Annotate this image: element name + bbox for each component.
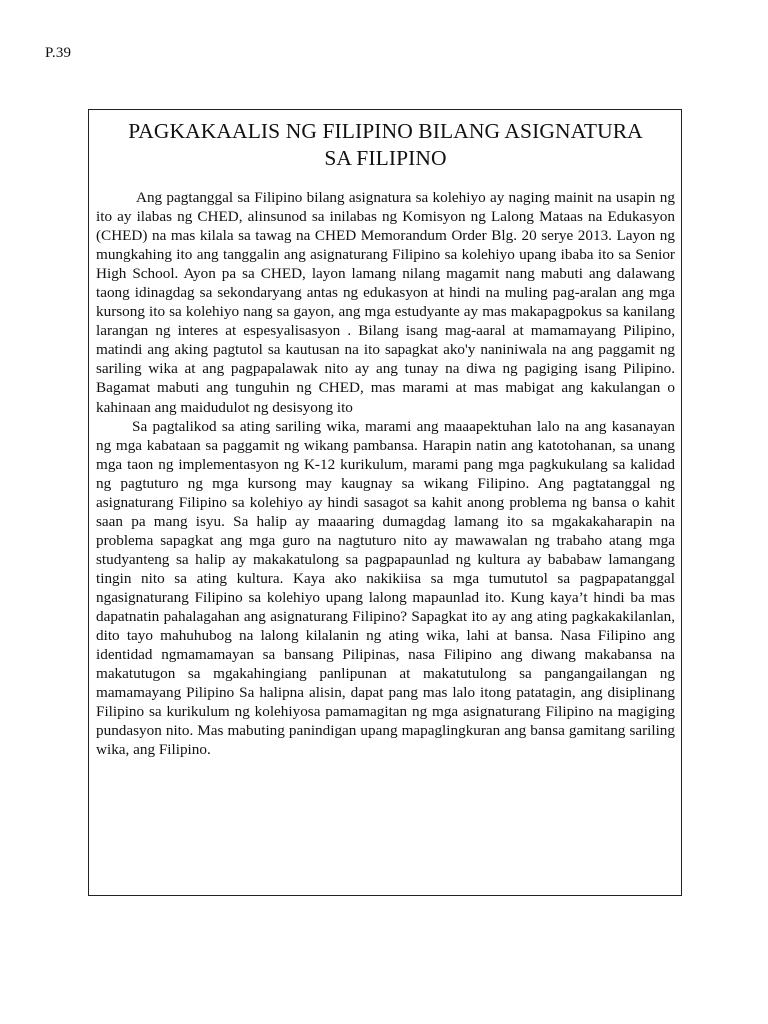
article-title-line-2: SA FILIPINO (324, 146, 447, 170)
article-body (96, 188, 675, 759)
paragraph-1: Ang pagtanggal sa Filipino bilang asignatura sa kolehiyo ay naging mainit na usapin ng ito ay ilabas ng CHED, alinsunod sa inilabas ng Komisyon ng Lalong Mataas na Edukasyon (CHED) na mas kilala sa tawag na CHED Memorandum Order Blg. 20 serye 2013. Layon ng mungkahing ito ang tanggalin ang asignaturang Filipino sa kolehiyo upang ibaba ito sa Senior High School. Ayon pa sa CHED, layon lamang nilang magamit nang mabuti ang dalawang taong idinagdag sa sekondaryang antas ng edukasyon at hindi na muling pag-aralan ang mga kursong ito sa kolehiyo nang sa gayon, ang mga estudyante ay mas makapagpokus sa kanilang larangan ng interes at espesyalisasyon . Bilang isang mag-aaral at mamamayang Pilipino, matindi ang aking pagtutol sa kautusan na ito sapagkat ako'y naniniwala na ang paggamit ng sariling wika at ang pagpapalawak nito ay ang tunay na diwa ng pagiging isang Pilipino. Bagamat mabuti ang tunguhin ng CHED, mas marami at mas mabigat ang kakulangan o kahinaan ang maidudulot ng desisyong ito (96, 189, 675, 416)
article-title-line-1: PAGKAKAALIS NG FILIPINO BILANG ASIGNATURA (128, 119, 643, 143)
page-number: P.39 (45, 45, 72, 61)
article-frame (88, 109, 682, 896)
article-title (96, 118, 675, 172)
paragraph-2: Sa pagtalikod sa ating sariling wika, marami ang maaapektuhan lalo na ang kasanayan ng mga kabataan sa paggamit ng wikang pambansa. Harapin natin ang katotohanan, sa unang mga taon ng implementasyon ng K-12 kurikulum, marami pang mga pagkukulang sa kalidad ng pagtuturo ng mga kursong may kaugnay sa wikang Filipino. Ang pagtatanggal ng asignaturang Filipino sa kolehiyo ay hindi sasagot sa kahit anong problema ng bansa o kahit saan pa mang isyu. Sa halip ay maaaring dumagdag lamang ito sa mgakakaharapin na problema sapagkat ang mga guro na nagtuturo nito ay mawawalan ng trabaho atang mga studyanteng sa halip ay makakatulong sa pagpapaunlad ng kultura ay bababaw lamangang tingin nito sa ating kultura. Kaya ako nakikiisa sa mga tumututol sa pagpapatanggal ngasignaturang Filipino sa kolehiyo upang lalong mapaunlad ito. Kung kaya’t hindi ba mas dapatnatin pahalagahan ang asignaturang Filipino? Sapagkat ito ay ang ating pagkakakilanlan, dito tayo mahuhubog na lalong kilalanin ng ating wika, lahi at bansa. Nasa Filipino ang identidad ngmamamayan sa bansang Pilipinas, nasa Filipino ang diwang makabansa na makatutugon sa mgakahingiang panlipunan at makatutulong sa pangangailangan ng mamamayang Pilipino Sa halipna alisin, dapat pang mas lalo itong patatagin, ang disiplinang Filipino sa kurikulum ng kolehiyosa pamamagitan ng mga asignaturang Filipino na magiging pundasyon nito. Mas mabuting panindigan upang mapaglingkuran ang bansa gamitang sariling wika, ang Filipino. (96, 417, 675, 759)
